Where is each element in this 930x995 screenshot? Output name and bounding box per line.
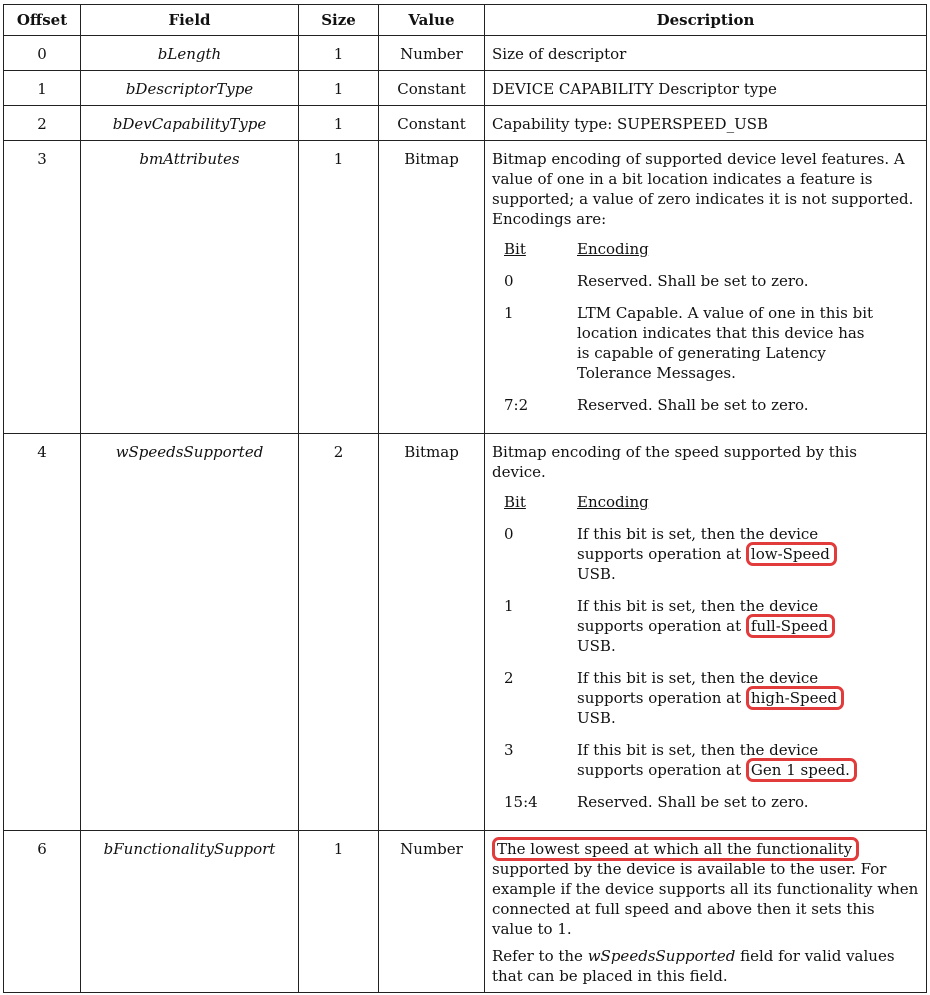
offset-cell: 6	[37, 840, 47, 858]
size-cell: 1	[333, 840, 344, 858]
encoding-header-label: Encoding	[577, 240, 649, 258]
size-cell: 1	[333, 80, 344, 98]
bit-header: Bit	[504, 240, 526, 258]
value-cell: Bitmap	[404, 150, 459, 168]
header-value: Value	[379, 5, 485, 36]
bit-header: Bit	[504, 493, 526, 511]
encoding-text	[577, 524, 867, 584]
table-row	[4, 831, 927, 993]
note-suffix: field for valid values that can be placed in this field.	[492, 947, 895, 985]
encoding-header-label: Encoding	[577, 493, 649, 511]
description-cell: DEVICE CAPABILITY Descriptor type	[492, 80, 777, 98]
encoding-list	[492, 239, 920, 415]
encoding-header	[492, 492, 920, 512]
list-item	[492, 740, 920, 780]
bit-value: 0	[504, 525, 514, 543]
field-cell: bmAttributes	[139, 150, 240, 168]
note-prefix: Refer to the	[492, 947, 583, 965]
encoding-prefix: If this bit is set, then the device supports operation at	[577, 669, 819, 707]
list-item	[492, 303, 920, 383]
field-cell: bDescriptorType	[125, 80, 254, 98]
description-cell	[485, 141, 926, 433]
list-item	[492, 524, 920, 584]
bit-value: 0	[504, 272, 514, 290]
bit-value: 7:2	[504, 396, 529, 414]
offset-cell: 2	[37, 115, 47, 133]
table-header-row	[4, 5, 927, 36]
table-row	[4, 434, 927, 831]
offset-cell: 4	[37, 443, 47, 461]
encoding-prefix: If this bit is set, then the device supports operation at	[577, 741, 819, 779]
bit-value: 3	[504, 741, 514, 759]
list-item	[492, 271, 920, 291]
encoding-text	[577, 668, 867, 728]
description-text: Bitmap encoding of supported device level features. A value of one in a bit location indicates a feature is supported; a value of zero indicates it is not supported. Encodings are:	[492, 150, 914, 228]
offset-cell: 3	[37, 150, 47, 168]
value-cell: Number	[400, 45, 463, 63]
list-item	[492, 395, 920, 415]
description-cell: Capability type: SUPERSPEED_USB	[492, 115, 769, 133]
bit-value: 1	[504, 597, 514, 615]
value-cell: Constant	[397, 80, 466, 98]
description-cell	[485, 434, 926, 830]
encoding-text	[577, 740, 877, 780]
bit-value: 15:4	[504, 793, 538, 811]
table-row	[4, 106, 927, 141]
table-row	[4, 71, 927, 106]
encoding-text: Reserved. Shall be set to zero.	[577, 272, 809, 290]
size-cell: 1	[333, 150, 344, 168]
encoding-suffix: USB.	[577, 637, 616, 655]
offset-cell: 0	[37, 45, 47, 63]
table-row	[4, 141, 927, 434]
field-cell: bFunctionalitySupport	[103, 840, 276, 858]
encoding-suffix: USB.	[577, 709, 616, 727]
encoding-prefix: If this bit is set, then the device supports operation at	[577, 525, 819, 563]
encoding-text: Reserved. Shall be set to zero.	[577, 793, 809, 811]
encoding-text	[577, 596, 867, 656]
header-offset: Offset	[4, 5, 81, 36]
field-cell: bDevCapabilityType	[112, 115, 267, 133]
size-cell: 1	[333, 45, 344, 63]
value-cell: Number	[400, 840, 463, 858]
header-description: Description	[485, 5, 927, 36]
description-note	[492, 946, 920, 986]
offset-cell: 1	[37, 80, 47, 98]
description-text	[492, 839, 920, 939]
value-cell: Bitmap	[404, 443, 459, 461]
highlighted-speed: Gen 1 speed.	[746, 758, 857, 782]
value-cell: Constant	[397, 115, 466, 133]
highlighted-phrase: The lowest speed at which all the functionality	[492, 837, 859, 861]
description-text: Bitmap encoding of the speed supported by this device.	[492, 443, 857, 481]
list-item	[492, 596, 920, 656]
highlighted-speed: high-Speed	[746, 686, 844, 710]
encoding-text: LTM Capable. A value of one in this bit location indicates that this device has is capable of generating Latency Tolerance Messages.	[577, 304, 874, 382]
field-cell: wSpeedsSupported	[115, 443, 264, 461]
size-cell: 2	[333, 443, 344, 461]
list-item	[492, 668, 920, 728]
encoding-text: Reserved. Shall be set to zero.	[577, 396, 809, 414]
header-field: Field	[81, 5, 299, 36]
highlighted-speed: low-Speed	[746, 542, 837, 566]
encoding-prefix: If this bit is set, then the device supports operation at	[577, 597, 819, 635]
header-size: Size	[299, 5, 379, 36]
bit-value: 1	[504, 304, 514, 322]
bit-value: 2	[504, 669, 514, 687]
highlighted-speed: full-Speed	[746, 614, 835, 638]
encoding-list	[492, 492, 920, 812]
field-reference: wSpeedsSupported	[587, 947, 736, 965]
descriptor-table	[3, 4, 927, 993]
table-row	[4, 36, 927, 71]
encoding-suffix: USB.	[577, 565, 616, 583]
description-cell	[485, 831, 926, 992]
size-cell: 1	[333, 115, 344, 133]
field-cell: bLength	[157, 45, 222, 63]
description-rest: supported by the device is available to the user. For example if the device supports all its functionality when connected at full speed and above then it sets this value to 1.	[492, 860, 919, 938]
description-cell: Size of descriptor	[492, 45, 627, 63]
encoding-header	[492, 239, 920, 259]
list-item	[492, 792, 920, 812]
